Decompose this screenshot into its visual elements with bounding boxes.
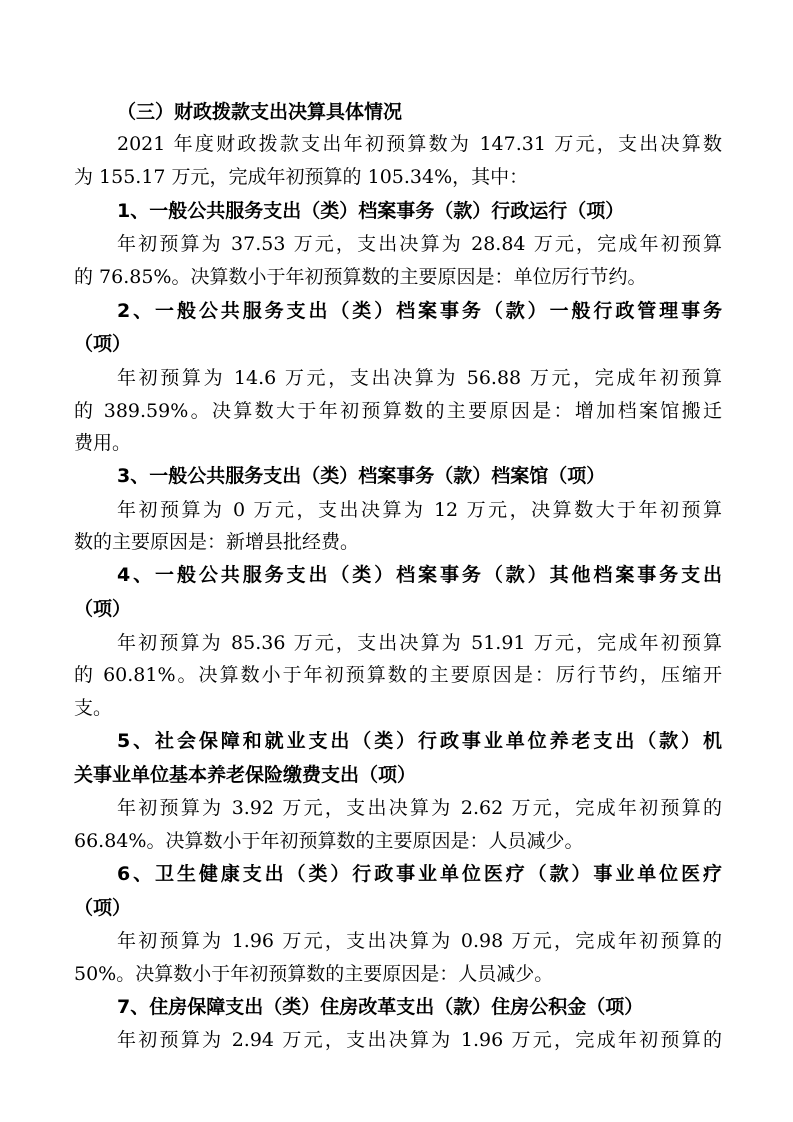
item-7-heading: 7、住房保障支出（类）住房改革支出（款）住房公积金（项） (117, 996, 644, 1018)
item-6-heading-line-2: （项） (74, 897, 132, 919)
item-4-body-line-1: 年初预算为 85.36 万元，支出决算为 51.91 万元，完成年初预算 (117, 632, 722, 654)
item-5-heading-line-1: 5、社会保障和就业支出（类）行政事业单位养老支出（款）机 (117, 730, 722, 752)
item-4-body-line-2: 的 60.81%。决算数小于年初预算数的主要原因是：厉行节约，压缩开 (74, 664, 722, 686)
item-3-heading: 3、一般公共服务支出（类）档案事务（款）档案馆（项） (117, 465, 606, 487)
intro-line-1: 2021 年度财政拨款支出年初预算数为 147.31 万元，支出决算数 (117, 133, 722, 155)
item-4-body-line-3: 支。 (74, 697, 113, 719)
item-3-body-line-2: 数的主要原因是：新增县批经费。 (74, 531, 360, 553)
item-1-body-line-2: 的 76.85%。决算数小于年初预算数的主要原因是：单位厉行节约。 (74, 266, 647, 288)
intro-line-2: 为 155.17 万元，完成年初预算的 105.34%，其中： (74, 166, 529, 188)
item-3-body-line-1: 年初预算为 0 万元，支出决算为 12 万元，决算数大于年初预算 (117, 499, 722, 521)
section-title: （三）财政拨款支出决算具体情况 (117, 101, 403, 123)
item-5-body-line-2: 66.84%。决算数小于年初预算数的主要原因是：人员减少。 (74, 830, 584, 852)
item-5-body-line-1: 年初预算为 3.92 万元，支出决算为 2.62 万元，完成年初预算的 (117, 797, 722, 819)
item-2-body-line-3: 费用。 (74, 432, 132, 454)
item-7-body-line-1: 年初预算为 2.94 万元，支出决算为 1.96 万元，完成年初预算的 (117, 1029, 722, 1051)
item-1-body-line-1: 年初预算为 37.53 万元，支出决算为 28.84 万元，完成年初预算 (117, 233, 722, 255)
item-2-heading-line-2: （项） (74, 333, 132, 355)
item-6-heading-line-1: 6、卫生健康支出（类）行政事业单位医疗（款）事业单位医疗 (117, 863, 722, 885)
item-5-heading-line-2: 关事业单位基本养老保险缴费支出（项） (74, 764, 417, 786)
item-2-body-line-2: 的 389.59%。决算数大于年初预算数的主要原因是：增加档案馆搬迁 (74, 400, 722, 422)
item-6-body-line-2: 50%。决算数小于年初预算数的主要原因是：人员减少。 (74, 963, 554, 985)
item-4-heading-line-2: （项） (74, 598, 132, 620)
item-2-body-line-1: 年初预算为 14.6 万元，支出决算为 56.88 万元，完成年初预算 (117, 367, 722, 389)
item-4-heading-line-1: 4、一般公共服务支出（类）档案事务（款）其他档案事务支出 (117, 564, 722, 586)
item-1-heading: 1、一般公共服务支出（类）档案事务（款）行政运行（项） (117, 200, 625, 222)
item-6-body-line-1: 年初预算为 1.96 万元，支出决算为 0.98 万元，完成年初预算的 (117, 930, 722, 952)
item-2-heading-line-1: 2、一般公共服务支出（类）档案事务（款）一般行政管理事务 (117, 300, 722, 322)
